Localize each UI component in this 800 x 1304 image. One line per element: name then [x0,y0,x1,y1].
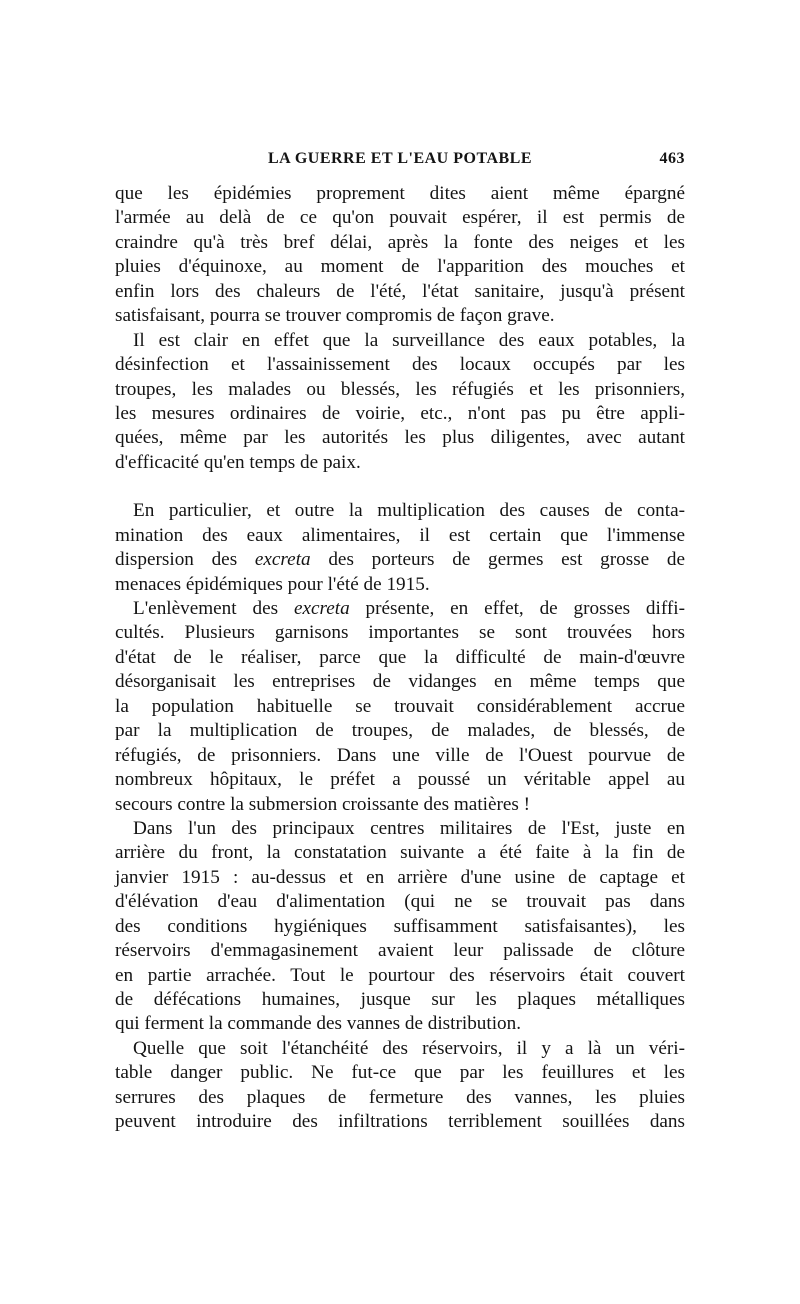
body-text [115,182,685,1135]
paragraph [115,329,685,476]
text-line: réfugiés, de prisonniers. Dans une ville de l'Ouest pourvue de [115,744,685,766]
text-line: secours contre la submersion croissante des matières ! [115,793,531,815]
running-title: LA GUERRE ET L'EAU POTABLE [267,150,533,167]
section-break [115,475,685,499]
text-line: désinfection et l'assainissement des locaux occupés par les [115,354,685,376]
text-line [115,597,685,621]
text-segment: L'enlèvement des [133,598,294,619]
text-line: satisfaisant, pourra se trouver compromis de façon grave. [115,305,555,327]
text-line: peuvent introduire des infiltrations terriblement souillées dans [115,1111,685,1133]
text-segment: dispersion des [115,549,255,571]
italic-term: excreta [293,598,350,619]
text-line: la population habituelle se trouvait considérablement accrue [115,695,685,717]
page-header [115,150,685,170]
text-line: serrures des plaques de fermeture des vannes, les pluies [115,1086,685,1108]
paragraph [115,817,685,1037]
paragraph [115,1037,685,1135]
text-line: arrière du front, la constatation suivante a été faite à la fin de [115,842,685,864]
text-line: d'efficacité qu'en temps de paix. [115,451,361,473]
text-line: de défécations humaines, jusque sur les plaques métalliques [115,989,685,1010]
text-line: nombreux hôpitaux, le préfet a poussé un véritable appel au [115,769,685,791]
text-line: par la multiplication de troupes, de malades, de blessés, de [115,720,685,742]
text-line: Il est clair en effet que la surveillance des eaux potables, la [133,329,685,351]
text-line: que les épidémies proprement dites aient même épargné [115,183,685,204]
text-line: menaces épidémiques pour l'été de 1915. [115,573,430,595]
text-line [115,548,685,572]
text-line: les mesures ordinaires de voirie, etc., n'ont pas pu être appli- [115,402,685,424]
text-line: désorganisait les entreprises de vidanges en même temps que [115,671,685,693]
text-line: En particulier, et outre la multiplication des causes de conta- [133,500,685,522]
text-line: quées, même par les autorités les plus diligentes, avec autant [115,427,685,449]
text-line: réservoirs d'emmagasinement avaient leur palissade de clôture [115,940,685,962]
text-line: qui ferment la commande des vannes de distribution. [115,1013,522,1035]
text-line: pluies d'équinoxe, au moment de l'apparition des mouches et [115,256,685,278]
text-line: des conditions hygiéniques suffisamment satisfaisantes), les [115,915,685,937]
paragraph [115,499,685,597]
text-line: en partie arrachée. Tout le pourtour des réservoirs était couvert [115,964,685,986]
paragraph [115,597,685,817]
text-segment: des porteurs de germes est grosse de [310,549,685,571]
italic-term: excreta [254,549,311,571]
text-line: l'armée au delà de ce qu'on pouvait espérer, il est permis de [115,207,685,229]
text-line: Dans l'un des principaux centres militaires de l'Est, juste en [133,817,685,839]
text-segment: présente, en effet, de grosses diffi- [349,598,685,619]
text-line: table danger public. Ne fut-ce que par les feuillures et les [115,1062,685,1084]
page-number: 463 [659,150,685,167]
text-line: cultés. Plusieurs garnisons importantes se sont trouvées hors [115,622,685,644]
text-line: enfin lors des chaleurs de l'été, l'état sanitaire, jusqu'à présent [115,280,685,302]
text-line: d'état de le réaliser, parce que la difficulté de main-d'œuvre [115,646,685,668]
paragraph [115,182,685,329]
text-line: janvier 1915 : au-dessus et en arrière d'une usine de captage et [115,866,685,888]
text-line: mination des eaux alimentaires, il est certain que l'immense [115,524,685,546]
text-line: d'élévation d'eau d'alimentation (qui ne se trouvait pas dans [115,891,685,913]
text-line: troupes, les malades ou blessés, les réfugiés et les prisonniers, [115,378,685,400]
text-line: Quelle que soit l'étanchéité des réservoirs, il y a là un véri- [133,1037,685,1059]
text-line: craindre qu'à très bref délai, après la fonte des neiges et les [115,231,685,253]
